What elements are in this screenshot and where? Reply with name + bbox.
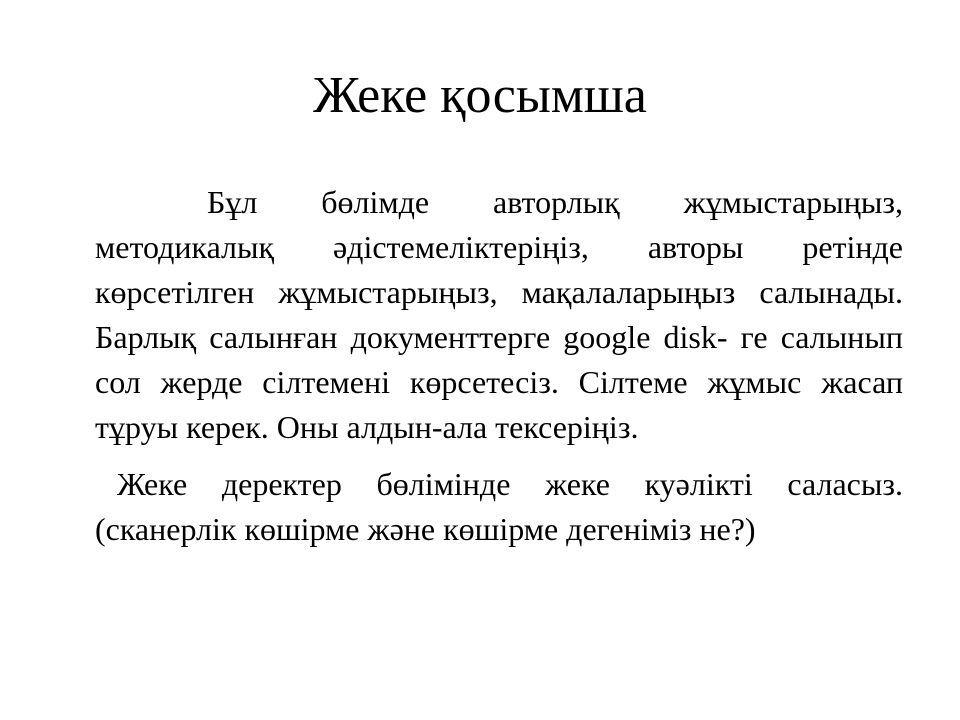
body-paragraph-2: Жеке деректер бөлімінде жеке куәлікті саласыз. (сканерлік көшірме және көшірме дегеніміз не?)	[95, 466, 903, 547]
body-paragraph-1: Бұл бөлімде авторлық жұмыстарыңыз, методикалық әдістемеліктеріңіз, авторы ретінде көрсетілген жұмыстарыңыз, мақалаларыңыз салынады. Барлық салынған документтерге google disk- ге салынып сол жерде сілтемені көрсетесіз. Сілтеме жұмыс жасап тұруы керек. Оны алдын-ала тексеріңіз.	[95, 184, 903, 445]
slide-body	[95, 180, 903, 552]
slide-title: Жеке қосымша	[313, 67, 647, 124]
